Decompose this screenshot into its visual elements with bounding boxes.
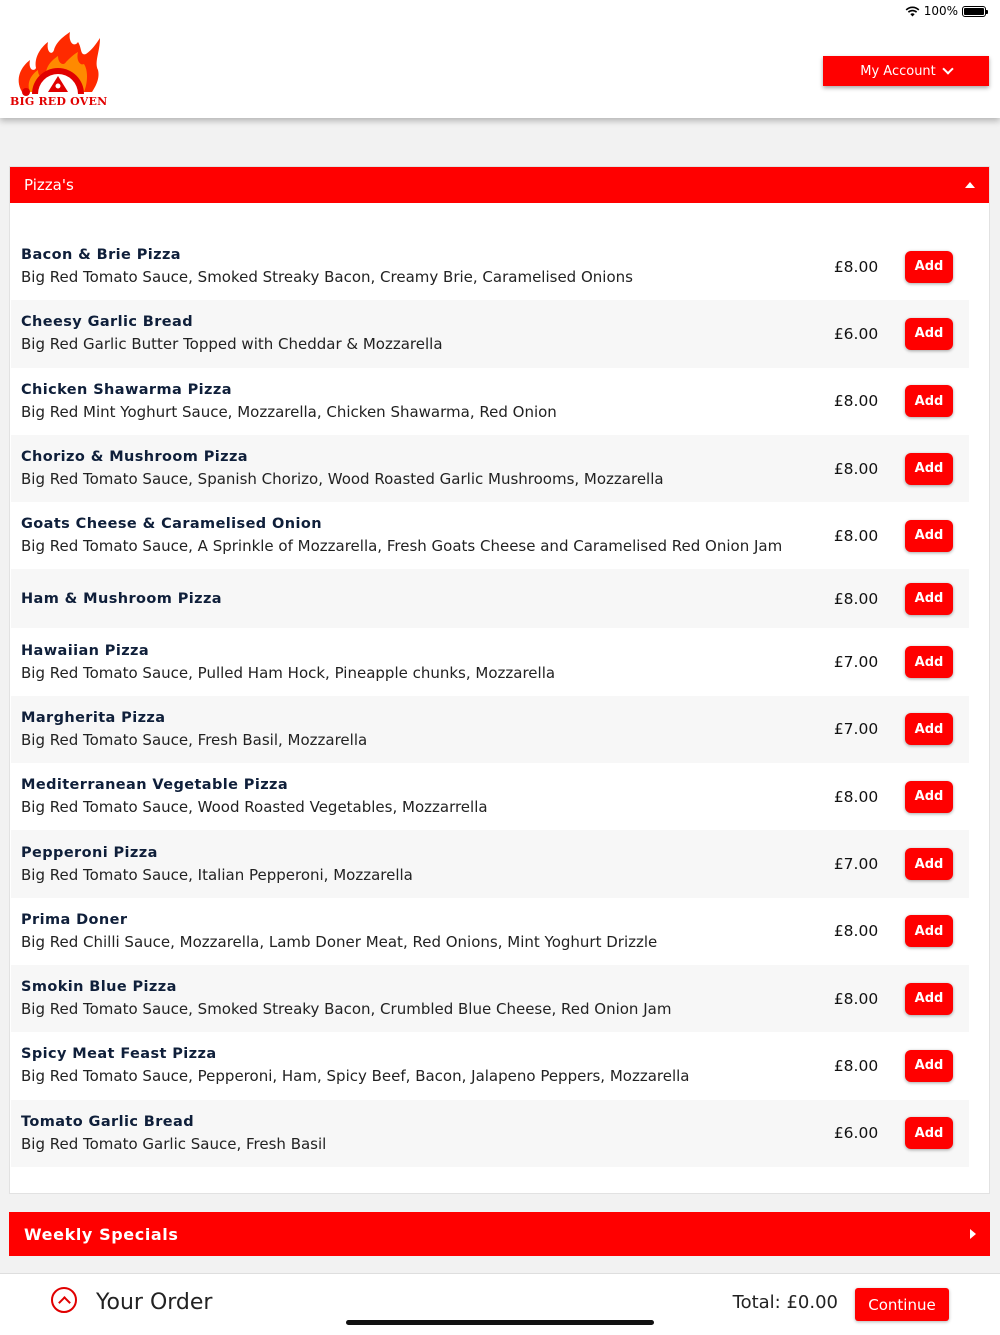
menu-item-price: £7.00 [833, 855, 879, 874]
menu-item-price: £8.00 [833, 459, 879, 478]
order-total: Total: £0.00 [732, 1292, 838, 1313]
my-account-label: My Account [860, 63, 936, 79]
menu-item-price: £8.00 [833, 989, 879, 1008]
menu-item-price: £7.00 [833, 653, 879, 672]
specials-title: Weekly Specials [24, 1224, 179, 1244]
menu-item-name: Chicken Shawarma Pizza [21, 381, 232, 398]
menu-item-price: £8.00 [833, 257, 879, 276]
menu-item-row [11, 300, 969, 367]
menu-item-row [11, 435, 969, 502]
menu-item-name: Chorizo & Mushroom Pizza [21, 449, 248, 466]
menu-item-row [11, 696, 969, 763]
menu-item-info [21, 314, 821, 353]
menu-item-description: Big Red Tomato Sauce, Wood Roasted Vegetables, Mozzarrella [21, 798, 488, 817]
menu-item-price: £8.00 [833, 526, 879, 545]
add-to-order-button[interactable]: Add [905, 781, 953, 813]
order-footer [0, 1273, 1000, 1335]
menu-item-info [21, 777, 821, 816]
menu-item-price: £8.00 [833, 787, 879, 806]
wifi-icon [905, 6, 920, 17]
menu-item-description: Big Red Tomato Sauce, Smoked Streaky Bacon, Crumbled Blue Cheese, Red Onion Jam [21, 1000, 672, 1019]
menu-item-description: Big Red Tomato Sauce, Pulled Ham Hock, Pineapple chunks, Mozzarella [21, 663, 556, 682]
collapse-triangle-icon [965, 182, 975, 188]
menu-item-description: Big Red Garlic Butter Topped with Cheddar & Mozzarella [21, 335, 443, 354]
add-to-order-button[interactable]: Add [905, 583, 953, 615]
menu-item-name: Margherita Pizza [21, 709, 166, 726]
menu-item-info [21, 382, 821, 421]
menu-item-name: Smokin Blue Pizza [21, 979, 177, 996]
add-to-order-button[interactable]: Add [905, 1117, 953, 1149]
menu-item-row [11, 763, 969, 830]
add-to-order-button[interactable]: Add [905, 915, 953, 947]
pizzas-category-panel [9, 166, 990, 1194]
menu-item-row [11, 1100, 969, 1167]
menu-item-row [11, 965, 969, 1032]
add-to-order-button[interactable]: Add [905, 848, 953, 880]
continue-button[interactable]: Continue [855, 1288, 949, 1321]
status-indicators [905, 4, 986, 18]
menu-item-list [11, 233, 969, 1167]
brand-name: BIG RED OVEN [10, 95, 108, 108]
menu-item-info [21, 643, 821, 682]
menu-item-name: Spicy Meat Feast Pizza [21, 1046, 217, 1063]
menu-item-row [11, 368, 969, 435]
expand-order-button[interactable] [51, 1287, 77, 1313]
menu-item-price: £8.00 [833, 1056, 879, 1075]
my-account-button[interactable] [823, 56, 989, 86]
menu-item-description: Big Red Tomato Sauce, Pepperoni, Ham, Spicy Beef, Bacon, Jalapeno Peppers, Mozzarella [21, 1067, 690, 1086]
battery-icon [962, 6, 986, 17]
menu-item-name: Cheesy Garlic Bread [21, 314, 193, 331]
your-order-label: Your Order [96, 1290, 213, 1315]
menu-item-info [21, 591, 821, 607]
add-to-order-button[interactable]: Add [905, 983, 953, 1015]
menu-item-info [21, 449, 821, 488]
weekly-specials-header[interactable] [9, 1212, 990, 1256]
menu-item-name: Hawaiian Pizza [21, 642, 150, 659]
add-to-order-button[interactable]: Add [905, 713, 953, 745]
menu-item-info [21, 710, 821, 749]
pizzas-category-header[interactable] [10, 167, 989, 203]
menu-item-name: Tomato Garlic Bread [21, 1113, 194, 1130]
menu-item-info [21, 912, 821, 951]
menu-item-price: £8.00 [833, 922, 879, 941]
add-to-order-button[interactable]: Add [905, 318, 953, 350]
menu-item-description: Big Red Chilli Sauce, Mozzarella, Lamb Doner Meat, Red Onions, Mint Yoghurt Drizzle [21, 932, 658, 951]
category-title: Pizza's [24, 176, 74, 194]
add-to-order-button[interactable]: Add [905, 385, 953, 417]
menu-item-price: £6.00 [833, 1124, 879, 1143]
menu-item-description: Big Red Tomato Sauce, Smoked Streaky Bacon, Creamy Brie, Caramelised Onions [21, 268, 633, 287]
menu-item-name: Ham & Mushroom Pizza [21, 590, 222, 607]
menu-item-description: Big Red Mint Yoghurt Sauce, Mozzarella, Chicken Shawarma, Red Onion [21, 402, 557, 421]
menu-item-name: Pepperoni Pizza [21, 844, 158, 861]
home-indicator [346, 1320, 654, 1325]
menu-item-name: Mediterranean Vegetable Pizza [21, 777, 289, 794]
add-to-order-button[interactable]: Add [905, 453, 953, 485]
add-to-order-button[interactable]: Add [905, 1050, 953, 1082]
menu-item-info [21, 247, 821, 286]
menu-item-price: £8.00 [833, 589, 879, 608]
menu-item-description: Big Red Tomato Garlic Sauce, Fresh Basil [21, 1134, 327, 1153]
menu-item-info [21, 845, 821, 884]
menu-item-row [11, 1032, 969, 1099]
menu-item-info [21, 1046, 821, 1085]
add-to-order-button[interactable]: Add [905, 646, 953, 678]
menu-item-description: Big Red Tomato Sauce, A Sprinkle of Mozzarella, Fresh Goats Cheese and Caramelised Red Onion Jam [21, 537, 783, 556]
menu-item-row [11, 628, 969, 695]
add-to-order-button[interactable]: Add [905, 520, 953, 552]
chevron-down-icon [942, 63, 953, 74]
chevron-up-icon [58, 1296, 71, 1309]
menu-item-description: Big Red Tomato Sauce, Italian Pepperoni, Mozzarella [21, 865, 413, 884]
menu-item-description: Big Red Tomato Sauce, Fresh Basil, Mozzarella [21, 730, 368, 749]
expand-triangle-icon [970, 1229, 976, 1239]
menu-item-info [21, 1114, 821, 1153]
status-bar [0, 0, 1000, 24]
menu-item-info [21, 516, 821, 555]
menu-item-row [11, 830, 969, 897]
menu-item-price: £8.00 [833, 392, 879, 411]
menu-item-row [11, 502, 969, 569]
menu-item-description: Big Red Tomato Sauce, Spanish Chorizo, Wood Roasted Garlic Mushrooms, Mozzarella [21, 470, 664, 489]
menu-item-row [11, 569, 969, 628]
menu-item-price: £7.00 [833, 720, 879, 739]
menu-item-row [11, 233, 969, 300]
menu-item-name: Goats Cheese & Caramelised Onion [21, 516, 322, 533]
menu-item-name: Prima Doner [21, 911, 128, 928]
menu-item-row [11, 898, 969, 965]
battery-percentage: 100% [923, 4, 958, 18]
menu-item-name: Bacon & Brie Pizza [21, 247, 181, 264]
menu-item-price: £6.00 [833, 324, 879, 343]
add-to-order-button[interactable]: Add [905, 251, 953, 283]
menu-item-info [21, 979, 821, 1018]
